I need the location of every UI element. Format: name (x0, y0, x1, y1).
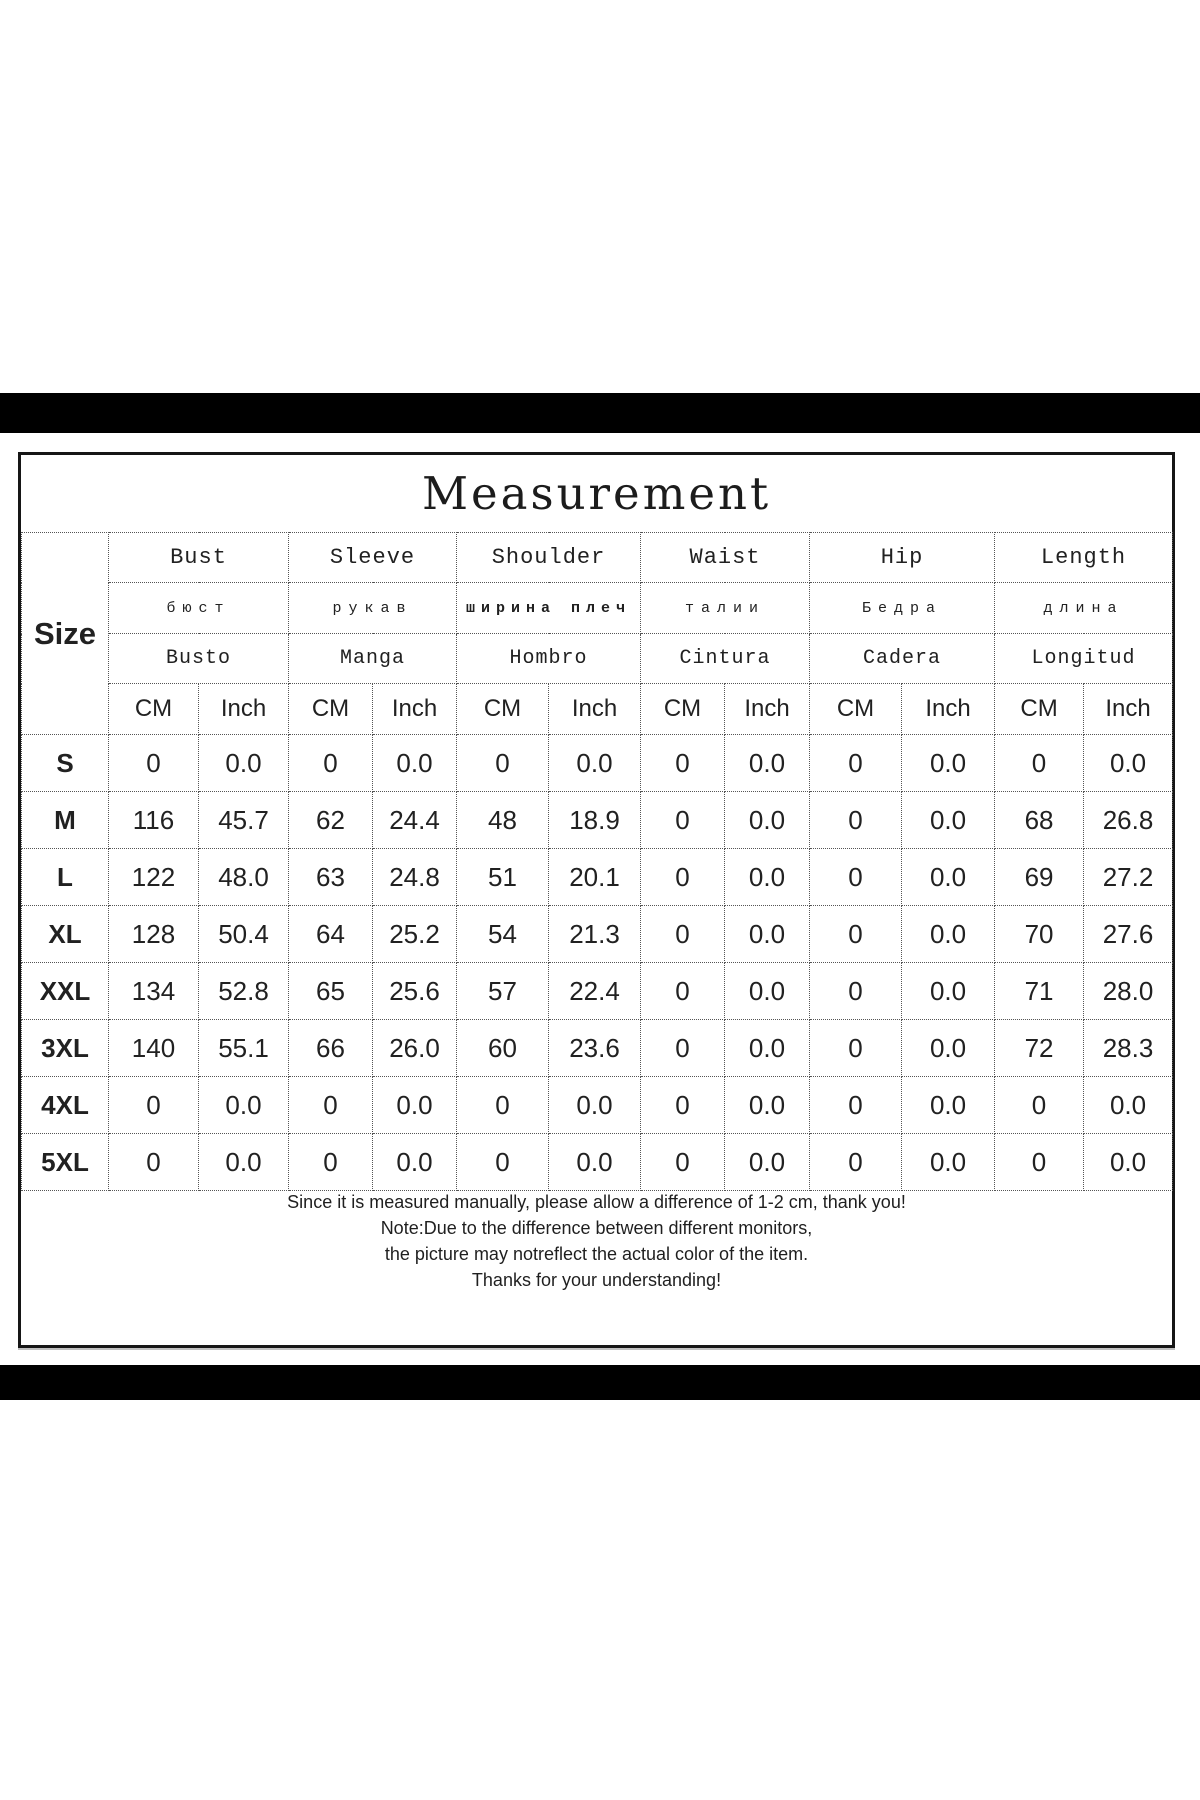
column-header-ru: талии (641, 583, 810, 634)
chart-title: Measurement (421, 467, 772, 520)
cm-value-cell: 72 (995, 1020, 1084, 1077)
cm-value-cell: 140 (109, 1020, 199, 1077)
inch-value-cell: 0.0 (1084, 1134, 1173, 1191)
column-header-es: Cintura (641, 634, 810, 684)
table-row (22, 1077, 1173, 1134)
inch-value-cell: 26.0 (373, 1020, 457, 1077)
inch-value-cell: 50.4 (199, 906, 289, 963)
cm-value-cell: 0 (109, 1134, 199, 1191)
cm-value-cell: 71 (995, 963, 1084, 1020)
inch-value-cell: 24.4 (373, 792, 457, 849)
column-header-es: Longitud (995, 634, 1173, 684)
inch-value-cell: 0.0 (373, 1077, 457, 1134)
column-header-en: Waist (641, 533, 810, 583)
unit-header-cm: CM (810, 684, 902, 735)
inch-value-cell: 0.0 (902, 1077, 995, 1134)
column-header-es: Cadera (810, 634, 995, 684)
table-row (22, 906, 1173, 963)
cm-value-cell: 0 (641, 906, 725, 963)
cm-value-cell: 0 (810, 849, 902, 906)
inch-value-cell: 0.0 (1084, 1077, 1173, 1134)
column-header-en: Hip (810, 533, 995, 583)
column-header-ru: бюст (109, 583, 289, 634)
unit-header-inch: Inch (549, 684, 641, 735)
cm-value-cell: 48 (457, 792, 549, 849)
inch-value-cell: 0.0 (373, 735, 457, 792)
note-line: the picture may notreflect the actual color of the item. (384, 1244, 809, 1264)
inch-value-cell: 0.0 (549, 1134, 641, 1191)
cm-value-cell: 63 (289, 849, 373, 906)
unit-header-inch: Inch (725, 684, 810, 735)
inch-value-cell: 22.4 (549, 963, 641, 1020)
inch-value-cell: 52.8 (199, 963, 289, 1020)
inch-value-cell: 0.0 (725, 792, 810, 849)
header-row-units (22, 684, 1173, 735)
cm-value-cell: 0 (109, 1077, 199, 1134)
inch-value-cell: 0.0 (725, 735, 810, 792)
measurement-chart (18, 452, 1175, 1348)
cm-value-cell: 0 (641, 1077, 725, 1134)
column-header-ru: ширина плеч (457, 583, 641, 634)
inch-value-cell: 45.7 (199, 792, 289, 849)
inch-value-cell: 0.0 (902, 849, 995, 906)
inch-value-cell: 26.8 (1084, 792, 1173, 849)
size-cell: L (22, 849, 109, 906)
unit-header-inch: Inch (902, 684, 995, 735)
size-cell: M (22, 792, 109, 849)
cm-value-cell: 0 (457, 1077, 549, 1134)
cm-value-cell: 0 (810, 1020, 902, 1077)
cm-value-cell: 70 (995, 906, 1084, 963)
inch-value-cell: 55.1 (199, 1020, 289, 1077)
size-cell: 4XL (22, 1077, 109, 1134)
inch-value-cell: 28.3 (1084, 1020, 1173, 1077)
inch-value-cell: 0.0 (725, 1134, 810, 1191)
column-header-en: Sleeve (289, 533, 457, 583)
inch-value-cell: 0.0 (199, 1134, 289, 1191)
cm-value-cell: 66 (289, 1020, 373, 1077)
column-header-en: Length (995, 533, 1173, 583)
column-header-ru: рукав (289, 583, 457, 634)
size-cell: 5XL (22, 1134, 109, 1191)
unit-header-cm: CM (995, 684, 1084, 735)
note-line: Thanks for your understanding! (471, 1270, 722, 1290)
inch-value-cell: 0.0 (725, 963, 810, 1020)
cm-value-cell: 134 (109, 963, 199, 1020)
table-row (22, 1020, 1173, 1077)
size-cell: XL (22, 906, 109, 963)
cm-value-cell: 0 (995, 735, 1084, 792)
cm-value-cell: 0 (810, 1134, 902, 1191)
header-row-english (22, 533, 1173, 583)
inch-value-cell: 0.0 (902, 735, 995, 792)
column-header-es: Hombro (457, 634, 641, 684)
inch-value-cell: 20.1 (549, 849, 641, 906)
column-header-es: Busto (109, 634, 289, 684)
bottom-letterbox-bar (0, 1365, 1200, 1400)
table-row (22, 1134, 1173, 1191)
cm-value-cell: 0 (641, 849, 725, 906)
table-row (22, 792, 1173, 849)
cm-value-cell: 0 (289, 1134, 373, 1191)
column-header-en: Shoulder (457, 533, 641, 583)
unit-header-cm: CM (641, 684, 725, 735)
inch-value-cell: 0.0 (373, 1134, 457, 1191)
table-row (22, 963, 1173, 1020)
cm-value-cell: 0 (995, 1134, 1084, 1191)
inch-value-cell: 18.9 (549, 792, 641, 849)
cm-value-cell: 0 (810, 1077, 902, 1134)
size-cell: 3XL (22, 1020, 109, 1077)
inch-value-cell: 0.0 (902, 1020, 995, 1077)
size-header-cell: Size (22, 533, 109, 735)
cm-value-cell: 64 (289, 906, 373, 963)
unit-header-inch: Inch (199, 684, 289, 735)
cm-value-cell: 0 (457, 735, 549, 792)
header-row-spanish (22, 634, 1173, 684)
cm-value-cell: 60 (457, 1020, 549, 1077)
cm-value-cell: 122 (109, 849, 199, 906)
inch-value-cell: 21.3 (549, 906, 641, 963)
inch-value-cell: 48.0 (199, 849, 289, 906)
cm-value-cell: 65 (289, 963, 373, 1020)
table-row (22, 735, 1173, 792)
note-line: Note:Due to the difference between different monitors, (380, 1218, 813, 1238)
cm-value-cell: 0 (641, 963, 725, 1020)
inch-value-cell: 25.2 (373, 906, 457, 963)
size-cell: XXL (22, 963, 109, 1020)
unit-header-cm: CM (289, 684, 373, 735)
size-cell: S (22, 735, 109, 792)
cm-value-cell: 0 (109, 735, 199, 792)
inch-value-cell: 0.0 (902, 792, 995, 849)
inch-value-cell: 0.0 (549, 1077, 641, 1134)
cm-value-cell: 0 (641, 1020, 725, 1077)
inch-value-cell: 27.2 (1084, 849, 1173, 906)
column-header-ru: Бедра (810, 583, 995, 634)
inch-value-cell: 25.6 (373, 963, 457, 1020)
inch-value-cell: 24.8 (373, 849, 457, 906)
unit-header-inch: Inch (1084, 684, 1173, 735)
unit-header-inch: Inch (373, 684, 457, 735)
inch-value-cell: 23.6 (549, 1020, 641, 1077)
cm-value-cell: 62 (289, 792, 373, 849)
inch-value-cell: 0.0 (199, 1077, 289, 1134)
cm-value-cell: 54 (457, 906, 549, 963)
cm-value-cell: 0 (641, 792, 725, 849)
cm-value-cell: 51 (457, 849, 549, 906)
inch-value-cell: 28.0 (1084, 963, 1173, 1020)
table-row (22, 849, 1173, 906)
cm-value-cell: 0 (289, 1077, 373, 1134)
cm-value-cell: 68 (995, 792, 1084, 849)
top-letterbox-bar (0, 393, 1200, 433)
inch-value-cell: 0.0 (549, 735, 641, 792)
note-line: Since it is measured manually, please allow a difference of 1-2 cm, thank you! (287, 1192, 906, 1212)
inch-value-cell: 0.0 (199, 735, 289, 792)
inch-value-cell: 0.0 (725, 1020, 810, 1077)
inch-value-cell: 0.0 (902, 963, 995, 1020)
inch-value-cell: 0.0 (725, 1077, 810, 1134)
inch-value-cell: 0.0 (725, 849, 810, 906)
inch-value-cell: 0.0 (725, 906, 810, 963)
column-header-es: Manga (289, 634, 457, 684)
size-table (21, 532, 1173, 1191)
cm-value-cell: 0 (641, 1134, 725, 1191)
cm-value-cell: 116 (109, 792, 199, 849)
column-header-ru: длина (995, 583, 1173, 634)
cm-value-cell: 0 (457, 1134, 549, 1191)
cm-value-cell: 128 (109, 906, 199, 963)
cm-value-cell: 0 (810, 792, 902, 849)
cm-value-cell: 0 (289, 735, 373, 792)
cm-value-cell: 57 (457, 963, 549, 1020)
column-header-en: Bust (109, 533, 289, 583)
header-row-russian (22, 583, 1173, 634)
cm-value-cell: 69 (995, 849, 1084, 906)
cm-value-cell: 0 (810, 906, 902, 963)
cm-value-cell: 0 (641, 735, 725, 792)
cm-value-cell: 0 (995, 1077, 1084, 1134)
inch-value-cell: 0.0 (902, 1134, 995, 1191)
unit-header-cm: CM (109, 684, 199, 735)
size-table-body (22, 533, 1173, 1191)
inch-value-cell: 27.6 (1084, 906, 1173, 963)
notes (21, 1191, 1172, 1292)
cm-value-cell: 0 (810, 735, 902, 792)
unit-header-cm: CM (457, 684, 549, 735)
inch-value-cell: 0.0 (902, 906, 995, 963)
cm-value-cell: 0 (810, 963, 902, 1020)
inch-value-cell: 0.0 (1084, 735, 1173, 792)
